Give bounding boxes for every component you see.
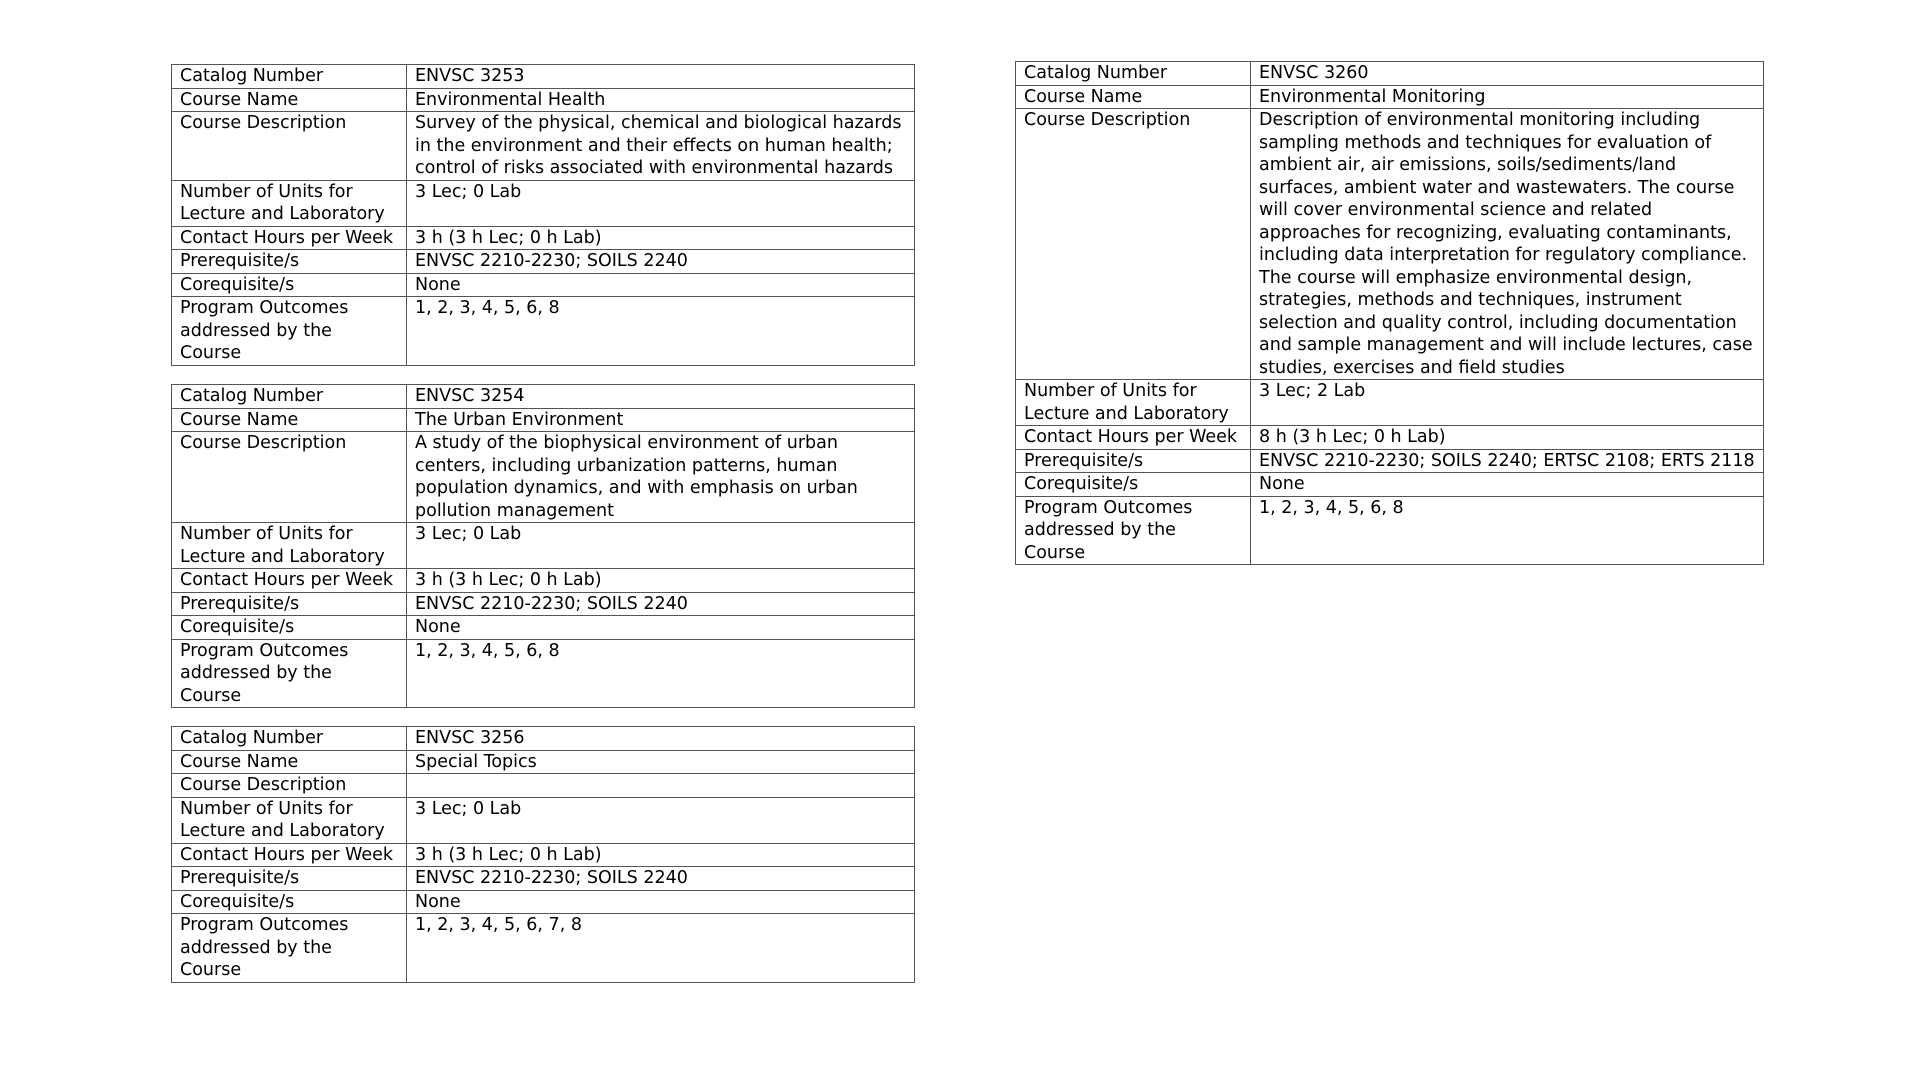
prerequisites-label: Prerequisite/s xyxy=(172,592,407,616)
course-name-value: Special Topics xyxy=(407,750,915,774)
prerequisites-label: Prerequisite/s xyxy=(1016,449,1251,473)
course-description-label: Course Description xyxy=(172,774,407,798)
contact-hours-value: 3 h (3 h Lec; 0 h Lab) xyxy=(407,843,915,867)
table-row xyxy=(1016,473,1764,497)
table-row xyxy=(172,797,915,843)
table-row xyxy=(172,226,915,250)
program-outcomes-value: 1, 2, 3, 4, 5, 6, 8 xyxy=(1251,496,1764,565)
program-outcomes-value: 1, 2, 3, 4, 5, 6, 8 xyxy=(407,639,915,708)
course-table-envsc-3253 xyxy=(171,64,915,366)
prerequisites-value: ENVSC 2210-2230; SOILS 2240 xyxy=(407,250,915,274)
table-row xyxy=(172,727,915,751)
table-row xyxy=(172,408,915,432)
table-row xyxy=(172,774,915,798)
course-name-value: The Urban Environment xyxy=(407,408,915,432)
corequisites-value: None xyxy=(1251,473,1764,497)
catalog-number-value: ENVSC 3254 xyxy=(407,385,915,409)
course-name-label: Course Name xyxy=(172,88,407,112)
units-label: Number of Units for Lecture and Laboratory xyxy=(172,797,407,843)
table-row xyxy=(172,843,915,867)
corequisites-label: Corequisite/s xyxy=(172,273,407,297)
units-label: Number of Units for Lecture and Laboratory xyxy=(172,180,407,226)
catalog-number-label: Catalog Number xyxy=(172,65,407,89)
table-row xyxy=(172,592,915,616)
prerequisites-label: Prerequisite/s xyxy=(172,250,407,274)
contact-hours-value: 8 h (3 h Lec; 0 h Lab) xyxy=(1251,426,1764,450)
table-row xyxy=(172,385,915,409)
program-outcomes-value: 1, 2, 3, 4, 5, 6, 8 xyxy=(407,297,915,366)
catalog-number-value: ENVSC 3260 xyxy=(1251,62,1764,86)
table-row xyxy=(1016,62,1764,86)
contact-hours-label: Contact Hours per Week xyxy=(172,843,407,867)
table-row xyxy=(172,88,915,112)
table-row xyxy=(172,890,915,914)
table-row xyxy=(1016,426,1764,450)
program-outcomes-label: Program Outcomes addressed by the Course xyxy=(1016,496,1251,565)
course-name-label: Course Name xyxy=(1016,85,1251,109)
contact-hours-label: Contact Hours per Week xyxy=(172,569,407,593)
units-value: 3 Lec; 0 Lab xyxy=(407,523,915,569)
contact-hours-value: 3 h (3 h Lec; 0 h Lab) xyxy=(407,569,915,593)
program-outcomes-label: Program Outcomes addressed by the Course xyxy=(172,297,407,366)
table-row xyxy=(172,65,915,89)
units-label: Number of Units for Lecture and Laboratory xyxy=(172,523,407,569)
table-row xyxy=(172,273,915,297)
contact-hours-label: Contact Hours per Week xyxy=(172,226,407,250)
contact-hours-value: 3 h (3 h Lec; 0 h Lab) xyxy=(407,226,915,250)
table-row xyxy=(172,297,915,366)
table-row xyxy=(172,616,915,640)
course-description-value: A study of the biophysical environment of urban centers, including urbanization patterns, human population dynamics, and with emphasis on urban pollution management xyxy=(407,432,915,523)
program-outcomes-label: Program Outcomes addressed by the Course xyxy=(172,914,407,983)
table-row xyxy=(1016,109,1764,380)
catalog-number-value: ENVSC 3253 xyxy=(407,65,915,89)
prerequisites-value: ENVSC 2210-2230; SOILS 2240; ERTSC 2108; ERTS 2118 xyxy=(1251,449,1764,473)
course-name-value: Environmental Monitoring xyxy=(1251,85,1764,109)
table-row xyxy=(172,914,915,983)
table-row xyxy=(1016,496,1764,565)
prerequisites-value: ENVSC 2210-2230; SOILS 2240 xyxy=(407,592,915,616)
program-outcomes-value: 1, 2, 3, 4, 5, 6, 7, 8 xyxy=(407,914,915,983)
course-name-value: Environmental Health xyxy=(407,88,915,112)
course-name-label: Course Name xyxy=(172,408,407,432)
course-table-envsc-3256 xyxy=(171,726,915,983)
catalog-number-value: ENVSC 3256 xyxy=(407,727,915,751)
course-table-envsc-3254 xyxy=(171,384,915,708)
units-label: Number of Units for Lecture and Laboratory xyxy=(1016,380,1251,426)
contact-hours-label: Contact Hours per Week xyxy=(1016,426,1251,450)
course-description-value: Survey of the physical, chemical and biological hazards in the environment and their effects on human health; control of risks associated with environmental hazards xyxy=(407,112,915,181)
table-row xyxy=(172,250,915,274)
course-description-label: Course Description xyxy=(172,432,407,523)
course-description-value xyxy=(407,774,915,798)
table-row xyxy=(172,750,915,774)
table-row xyxy=(172,112,915,181)
corequisites-value: None xyxy=(407,616,915,640)
units-value: 3 Lec; 2 Lab xyxy=(1251,380,1764,426)
table-row xyxy=(172,432,915,523)
catalog-number-label: Catalog Number xyxy=(1016,62,1251,86)
program-outcomes-label: Program Outcomes addressed by the Course xyxy=(172,639,407,708)
table-row xyxy=(172,639,915,708)
corequisites-label: Corequisite/s xyxy=(172,616,407,640)
table-row xyxy=(1016,449,1764,473)
course-description-value: Description of environmental monitoring including sampling methods and techniques for evaluation of ambient air, air emissions, soils/sediments/land surfaces, ambient water and wastewaters. The course will cover environmental science and related approaches for recognizing, evaluating contaminants, including data interpretation for regulatory compliance. The course will emphasize environmental design, strategies, methods and techniques, instrument selection and quality control, including documentation and sample management and will include lectures, case studies, exercises and field studies xyxy=(1251,109,1764,380)
course-description-label: Course Description xyxy=(1016,109,1251,380)
table-row xyxy=(172,867,915,891)
corequisites-label: Corequisite/s xyxy=(1016,473,1251,497)
catalog-number-label: Catalog Number xyxy=(172,727,407,751)
table-row xyxy=(1016,380,1764,426)
table-row xyxy=(1016,85,1764,109)
catalog-number-label: Catalog Number xyxy=(172,385,407,409)
units-value: 3 Lec; 0 Lab xyxy=(407,180,915,226)
corequisites-value: None xyxy=(407,890,915,914)
table-row xyxy=(172,569,915,593)
corequisites-value: None xyxy=(407,273,915,297)
prerequisites-value: ENVSC 2210-2230; SOILS 2240 xyxy=(407,867,915,891)
prerequisites-label: Prerequisite/s xyxy=(172,867,407,891)
units-value: 3 Lec; 0 Lab xyxy=(407,797,915,843)
table-row xyxy=(172,523,915,569)
course-name-label: Course Name xyxy=(172,750,407,774)
course-description-label: Course Description xyxy=(172,112,407,181)
table-row xyxy=(172,180,915,226)
course-table-envsc-3260 xyxy=(1015,61,1764,565)
corequisites-label: Corequisite/s xyxy=(172,890,407,914)
